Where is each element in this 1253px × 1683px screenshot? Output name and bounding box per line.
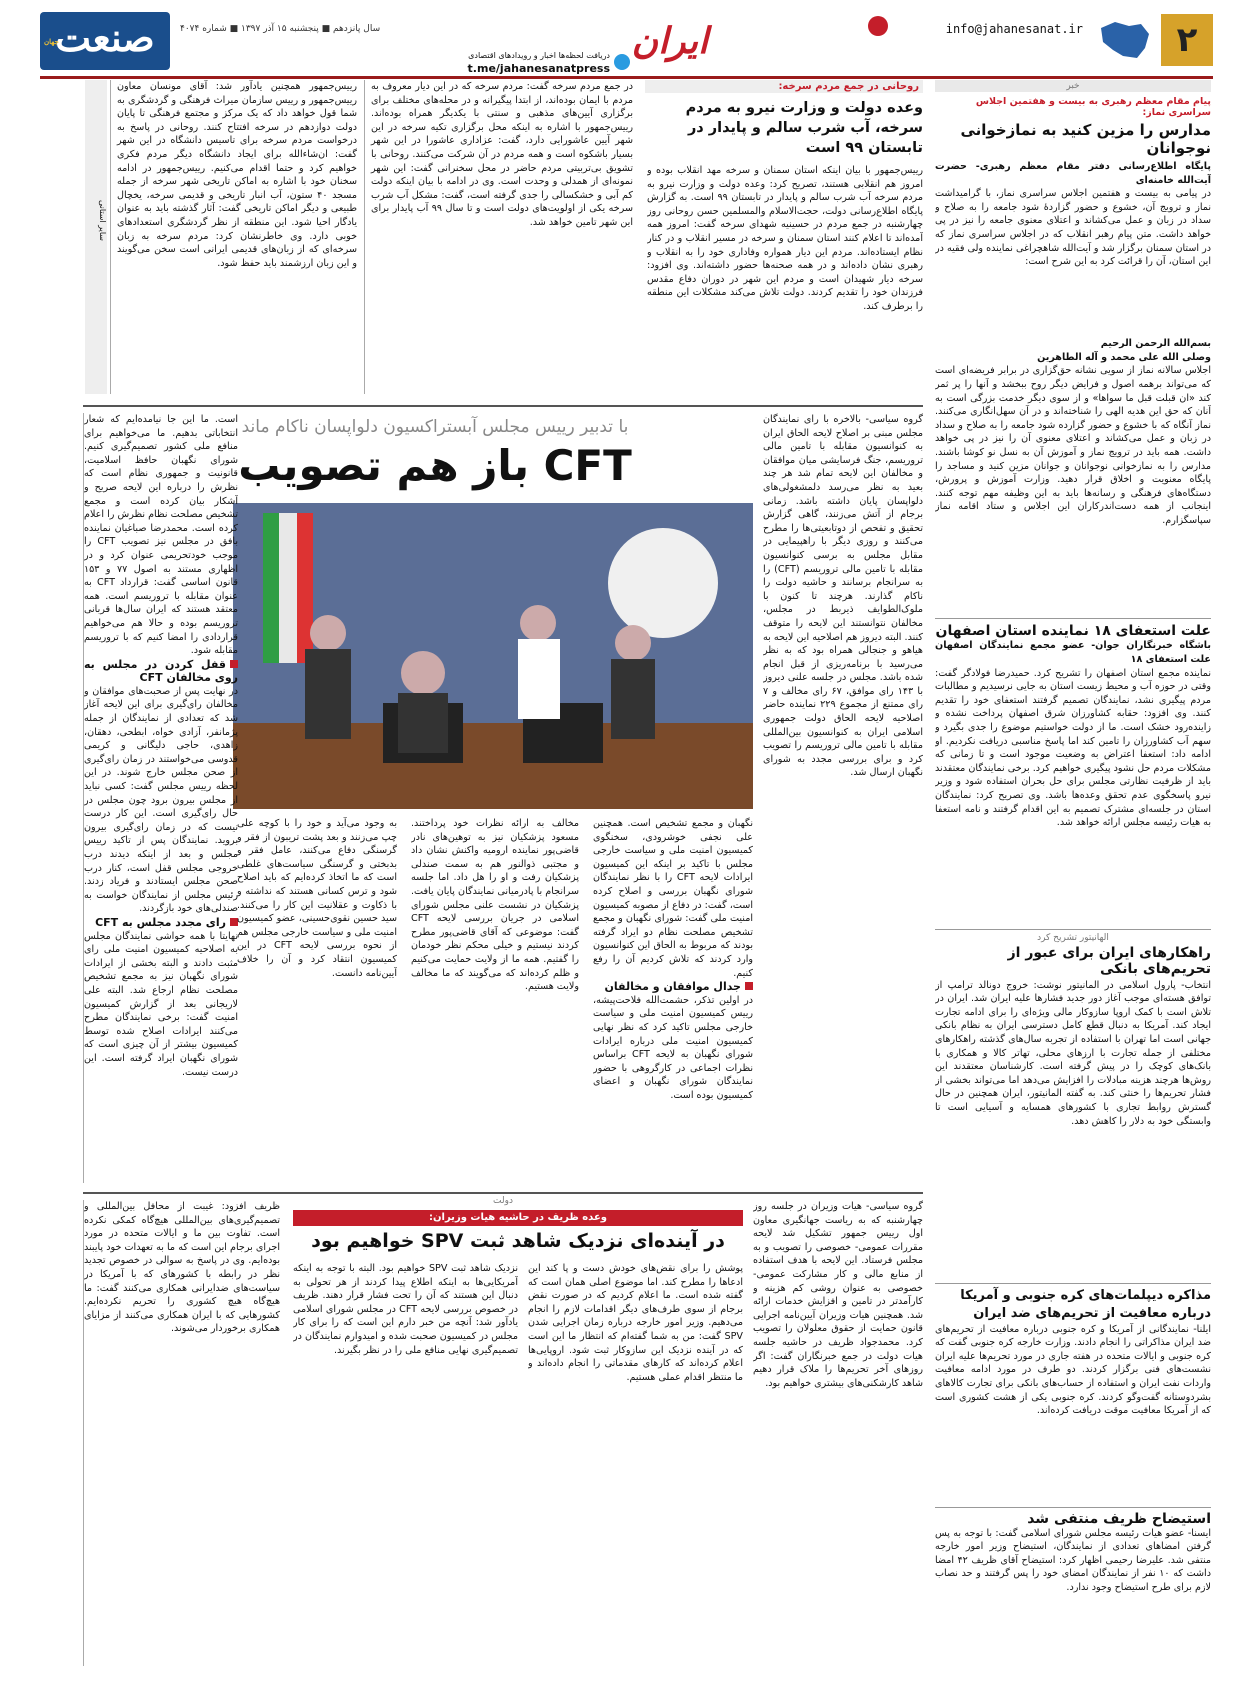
article-title: مذاکره دیپلمات‌های کره جنوبی و آمریکا درباره معافیت از تحریم‌های ضد ایران [960, 1287, 1211, 1321]
bottom-story [83, 1192, 923, 1672]
mail-icon [868, 16, 888, 36]
page-number: ۲ [1161, 14, 1213, 66]
article-lead: باشگاه خبرنگاران جوان- عضو مجمع نمایندگان اصفهان علت استعفای ۱۸ [935, 640, 1211, 665]
article-title: استیضاح ظریف منتفی شد [1027, 1510, 1211, 1527]
telegram-icon [614, 54, 630, 70]
article-column: نزدیک شاهد ثبت SPV خواهیم بود. البته با توجه به اینکه آمریکایی‌ها به اینکه اطلاع پیدا کردند از هر تحولی به دنبال این هستند که آن را تحت فشار قرار دهند. ظریف در خصوص بررسی لایحه CFT در مجلس شورای اسلامی یادآور شد: آنچه من خبر دارم این است که را برای کار مجلس در کمیسیون صحبت شده و امیدوارم نمایندگان در تصمیم‌گیری نهایی منافع ملی را در نظر بگیرند. [293, 1263, 518, 1356]
article-column: مخالف به ارائه نظرات خود پرداختند. مسعود پزشکیان نیز به توهین‌های نادر قاضی‌پور نماینده ارومیه واکنش نشان داد و مجتبی ذوالنور هم به سمت صندلی پزشکیان رفت و او را هل داد. اما جلسه سرانجام با پادرمیانی نمایندگان پایان یافت. پزشکیان در نشست علنی مجلس شورای اسلامی در جریان بررسی لایحه CFT گفت: موضوعی که آقای قاضی‌پور مطرح کردند نیستیم و خیلی محکم نظر خودمان را گفتیم. همه ما از ولایت حمایت می‌کنیم و ظلم کرده‌اند که می‌گویند که ما مخالف ولایت هستیم. [411, 818, 579, 993]
telegram-link[interactable]: t.me/jahanesanatpress [467, 62, 610, 75]
section-title: ایران [631, 20, 708, 62]
article-kicker: پیام مقام معظم رهبری به بیست و هفتمین اجلاس سراسری نماز: [975, 96, 1211, 118]
top-story [83, 80, 923, 398]
right-column [935, 80, 1211, 1670]
bullet-square-icon [230, 660, 238, 668]
telegram-promo[interactable] [400, 48, 630, 78]
article-basmala: بسم‌الله الرحمن الرحیم [1100, 338, 1211, 350]
article-title: در آینده‌ای نزدیک شاهد ثبت SPV خواهیم بود [311, 1230, 725, 1252]
article-title: وعده دولت و وزارت نیرو به مردم سرخه، آب شرب سالم و پایدار در تابستان ۹۹ است [685, 100, 923, 156]
article-body: انتخاب- پارول اسلامی در المانیتور نوشت: خروج دونالد ترامپ از توافق هسته‌ای موجب آغاز دور جدید فشارها علیه ایران شد. ایران در تلاش است با کمک اروپا سازوکار مالی ویژه‌ای را برای ادامه تجارت ایجاد کند. آمریکا به دنبال قطع کامل دسترسی ایران به نظام بانکی جهانی است اما تهران با استفاده از تجربه سال‌های گذشته راهکارهای مختلفی از جمله تجارت با ارزهای محلی، تهاتر کالا و همکاری با بانک‌های کوچک را در پیش گرفته است. کارشناسان معتقدند این روش‌ها هرچند هزینه مبادلات را افزایش می‌دهد اما می‌تواند بخشی از فشار تحریم‌ها را خنثی کند. به گفته المانیتور، ایران همچنین در حال گسترش روابط تجاری با کشورهای همسایه و آسیایی است تا وابستگی خود به دلار را کاهش دهد. [935, 979, 1211, 1127]
news-tag: دولت [493, 1196, 513, 1206]
issue-dateline: سال پانزدهم ■ پنجشنبه ۱۵ آذر ۱۳۹۷ ■ شماره ۴۰۷۴ [180, 24, 381, 34]
article-column: به وجود می‌آید و خود را با کوچه علی چپ می‌زنند و بعد پشت تریبون از فقر و گرسنگی دفاع می‌کنند، عامل فقر و بدبختی و گرسنگی سیاست‌های غلطی است که ما اتخاذ کرده‌ایم که باید اصلاح شود و ترس کسانی هستند که نداشته و با ذکاوت و عقلانیت این کار را می‌کنند. سید حسین نقوی‌حسینی، عضو کمیسیون امنیت ملی و سیاست خارجی مجلس هم از نحوه بررسی لایحه CFT در این کمیسیون انتقاد کرد و آن را خلاف آیین‌نامه دانست. [237, 818, 397, 979]
article-text: در نهایت پس از صحبت‌های موافقان و مخالفان رای‌گیری برای این لایحه آغاز شد که تعدادی از نمایندگان از جمله پژمانفر، آزادی خواه، ابطحی، دهقان، زاهدی، حاجی دلیگانی و کریمی قدوسی می‌خواستند در زمان رای‌گیری از صحن مجلس خارج شوند. در این لحظه رییس مجلس گفت: کسی نباید از مجلس بیرون برود چون مجلس در حال رای‌گیری است. این کار درست نیست که در زمان رای‌گیری بیرون بروید. نمایندگان پس از تاکید رییس مجلس و بعد از اینکه دیدند درب خروجی مجلس قفل است، کنار درب صحن مجلس ایستادند و فریاد زدند. رئیس مجلس از نمایندگان خواست به صندلی‌های خود بازگردند. [84, 685, 238, 915]
photo-illustration [233, 503, 753, 809]
side-label-text: سایر استانی [98, 200, 107, 241]
subheading: رای مجدد مجلس به CFT [95, 915, 226, 929]
logo-text: صنعت [55, 15, 155, 60]
article-body: ایسنا- عضو هیات رئیسه مجلس شورای اسلامی گفت: با توجه به پس گرفتن امضاهای تعدادی از نمایندگان، استیضاح وزیر امور خارجه منتفی شد. علیرضا رحیمی اظهار کرد: استیضاح آقای ظریف ۴۲ امضا داشت که ۱۰ نفر از نمایندگان امضای خود را پس گرفتند و حد نصاب لازم برای طرح استیضاح وجود ندارد. [935, 1527, 1211, 1593]
article-title: علت استعفای ۱۸ نماینده استان اصفهان [935, 623, 1211, 640]
parliament-photo [233, 503, 753, 809]
article-salawat: وصلی الله علی محمد و آله الطاهرین [1037, 351, 1211, 363]
article-column: گروه سیاسی- بالاخره با رای نمایندگان مجلس مبنی بر اصلاح لایحه الحاق ایران به کنوانسیون مقابله با تامین مالی تروریسم، جنگ فرسایشی میان موافقان و مخالفان این لایحه تمام شد هر چند بعید به نظر می‌رسد دلمشغولی‌های دلواپسان پایان داشته باشد. زمانی برجام از آتش می‌زنند، گاهی گزارش تحقیق و تفحص از دوتابعیتی‌ها را مطرح می‌کنند و روزی دیگر با راهپیمایی در مقابل مجلس به برسی کنوانسیون مقابله با تامین مالی تروریسم (CFT) را به سرانجام برسانند و حاشیه دولت را ناکام گذارند. هرچند تا کنون با ملوک‌الطوایف ذیربط در مجلس، مخالفان نتوانستند این لایحه را متوقف کنند. البته دیروز هم اصلاحیه این لایحه به هیاهو و جنجالی همراه بود که به نظر می‌رسید با برنامه‌ریزی از قبل انجام شده باشد. مجلس در جلسه علنی دیروز با ۱۴۳ رای موافق، ۶۷ رای مخالف و ۷ رای ممتنع از مجموع ۲۲۹ نماینده حاضر اصلاحیه لایحه الحاق دولت جمهوری اسلامی ایران به کنوانسیون بین‌المللی مقابله با تامین مالی تروریسم را تصویب کرد و برای بررسی مجدد به شورای نگهبان ارسال شد. [763, 414, 923, 779]
article-column: رییس‌جمهور با بیان اینکه استان سمنان و سرخه مهد انقلاب بوده و امروز هم انقلابی هستند، تصریح کرد: وعده دولت و وزارت نیرو به مردم سرخه آب شرب سالم و پایدار در تابستان ۹۹ است. به گزارش پایگاه اطلاع‌رسانی دولت، حجت‌الاسلام والمسلمین حسن روحانی روز چهارشنبه در جمع مردم در حسینیه شهدای سرخه گفت: امروز همه آمده‌اند تا اعلام کنند استان سمنان و سرخه در مسیر انقلاب و در کنار نظام ایستاده‌اند. مردم این دیار همواره وفاداری خود را به انقلاب و رهبری نشان داده‌اند و در همه صحنه‌ها حضور داشته‌اند. وی افزود: سرخه دیار شهیدان است و مردم این شهر در دوران دفاع مقدس فرزندان خود را تقدیم کردند. دولت تلاش می‌کند مشکلات این منطقه را برطرف کند. [647, 165, 923, 312]
bullet-square-icon [745, 982, 753, 990]
cft-left-col [83, 413, 238, 1183]
contact-email[interactable]: info@jahanesanat.ir [945, 22, 1083, 36]
article-column: پوشش را برای نقض‌های خودش دست و پا کند این ادعاها را مطرح کند. اما موضوع اصلی همان است که گفته شده است. ما اعلام کردیم که در صورت نقض برجام از سوی طرف‌های دیگر اقدامات لازم را انجام می‌دهیم. وزیر امور خارجه درباره زمان اجرایی شدن SPV گفت: من به شما گفته‌ام که انتظار ما این است که در آینده نزدیک این سازوکار ثبت شود. اروپایی‌ها اعلام کرده‌اند که کارهای مقدماتی را انجام داده‌اند و ما منتظر اقدام عملی هستیم. [528, 1263, 743, 1383]
article-body: در پیامی به بیست و هفتمین اجلاس سراسری نماز، با گرامیداشت نماز و ترویج آن، خشوع و حضور گزاردهٔ شود جامعه را به صلاح و سداد در زبان و عمل می‌کشاند و اعتلای معنوی جامعه را نیز در پی خواهد داشت. متن پیام رهبر انقلاب که در اجلاس سراسری نماز که در استان سمنان برگزار شد و آیت‌الله شاهچراغی نماینده ولی فقیه در این استان، آن را قرائت کرد به این شرح است: [935, 188, 1211, 268]
logo-subtext: جهان [44, 37, 59, 46]
telegram-text: دریافت لحظه‌ها اخبار و رویدادهای اقتصادی [468, 51, 610, 60]
subheading: جدال موافقان و مخالفان [604, 980, 741, 994]
side-label [85, 80, 107, 394]
article-column: رییس‌جمهور همچنین یادآور شد: آقای مونسان معاون رییس‌جمهور و رییس سازمان میراث فرهنگی و گردشگری به شما قول خواهد داد که یک مرکز و مجتمع فرهنگی تا پایان دولت دوازدهم در سرخه افتتاح کنند. روحانی در پاسخ به درخواست مردم سرخه برای تاسیس دانشگاه در این شهر گفت: ان‌شاءالله برای ایجاد دانشگاه دیگر مردم فکری خواهیم کرد و حتما اقدام می‌کنیم. رییس‌جمهور در ادامه سخنان خود با اشاره به اماکن تاریخی شهر سرخه از جمله مسجد ۴۰ ستون، آب انبار تاریخی و قدیمی سرخه، یخچال طبیعی و دیگر اماکن تاریخی گفت: آثار گذشته باید به عنوان یادگار احیا شود. این منطقه از نظر گردشگری استعدادهای خوبی دارد. وی خاطرنشان کرد: مردم سرخه به زبان سرخه‌ای که از زبان‌های قدیمی ایرانی است سخن می‌گویند و این زبان ارزشمند باید حفظ شود. [110, 80, 357, 394]
news-tag: الهانیتور تشریح کرد [1037, 932, 1109, 943]
article-lead: پایگاه اطلاع‌رسانی دفتر مقام معظم رهبری- حضرت آیت‌الله خامنه‌ای [935, 161, 1211, 186]
news-tag: خبر [935, 80, 1211, 92]
article-title: راهکارهای ایران برای عبور از تحریم‌های بانکی [1007, 944, 1211, 977]
cft-col-a [593, 817, 753, 1183]
article-body: ایلنا- نمایندگانی از آمریکا و کره جنوبی درباره معافیت از تحریم‌های ضد ایران مذاکراتی را انجام دادند. وزارت خارجه کره جنوبی گفت که کره جنوبی و ایالات متحده در هفته جاری در مورد تحریم‌ها علیه ایران نشست‌های فنی برگزار کردند. دو طرف در مورد ادامه معافیت واردات نفت ایران و استفاده از حساب‌های بانکی برای تجارت کالاهای بشردوستانه گفت‌وگو کردند. کره جنوبی یکی از هشت کشوری است که از آمریکا معافیت موقت دریافت کرده‌اند. [935, 1323, 1211, 1417]
iran-map-icon [1095, 18, 1153, 62]
article-body: اجلاس سالانه نماز از سویی نشانه حق‌گزاری در برابر فریضه‌ای است که می‌تواند برهمه اصول و فرایض دیگر روح ببخشد و آنها را پر ثمر کند «ان قبلت قبل ما سواها» و از سوی دیگر خدمت بزرگی است به آنان که حق این هدیه الهی را شناخته‌اند و در آن سهل‌انگاری می‌کنند. نماز آنگاه که با خشوع و حضور گزارده شود جامعه را به صلاح و سداد در زبان و عمل می‌کشاند و اعتلای معنوی آن را نیز در پی خواهد داشت. همه باید در ترویج نماز و آموزش آن به نسل نو کوشا باشند. مدارس را به نمازخوانی نوجوانان و جوانان مزین کنید و مساجد را پایگاه معنویت و اخلاق قرار دهید. وزارت آموزش و پرورش، دستگاه‌های فرهنگی و رسانه‌ها باید به این وظیفه مهم توجه کنند. اینجانب از همه دست‌اندرکاران این اجلاس و ستاد اقامه نماز سپاسگزارم. [935, 365, 1211, 526]
article-title: CFT باز هم تصویب [238, 441, 632, 490]
article-column: در جمع مردم سرخه گفت: مردم سرخه که در این دیار معروف به مردم با ایمان بوده‌اند، از ابتدا پیگیرانه و در محله‌های مختلف برای برگزاری آیین‌های مذهبی و سنتی با یکدیگر همراه بوده‌اند. رییس‌جمهور با اشاره به اینکه محل برگزاری تکیه سرخه در این شهر آیین عاشورایی دارد، گفت: عزاداری عاشورا در این شهر بسیار باشکوه است و همه مردم در آن شرکت می‌کنند. روحانی با تشویق بی‌تربیتی مردم حاضر در محل سخنرانی گفت: این شهر نمونه‌ای از همدلی و وحدت است. وی در ادامه با بیان اینکه دولت کم آبی و خشکسالی را جدی گرفته است، گفت: مشکل آب شرب سرخه یکی از اولویت‌های دولت است و تا سال ۹۹ آب پایدار برای این شهر تامین خواهد شد. [364, 80, 633, 394]
article-column: ظریف افزود: غیبت از محافل بین‌المللی و تصمیم‌گیری‌های بین‌المللی هیچ‌گاه کمکی نکرده است. تفاوت بین ما و ایالات متحده در مورد اجرای برجام این است که ما به تعهدات خود پایبند بوده‌ایم. وی در پاسخ به سوالی در خصوص تجدید نظر در رابطه با کشورهای که با آمریکا در سیاست‌های ضدایرانی همکاری می‌کنند گفت: ما هیچ‌گاه هیچ کشوری را تحریم نکرده‌ایم. کشورهایی که با ایران همکاری می‌کنند از مزایای همکاری برخوردار می‌شوند. [83, 1200, 280, 1666]
article-column: گروه سیاسی- هیات وزیران در جلسه روز چهارشنبه که به ریاست جهانگیری معاون اول رییس جمهور تشکیل شد لایحه مقررات عمومی- خصوصی را تصویب و به مجلس فرستاد. این لایحه با هدف استفاده از منابع مالی و کار مشارکت عمومی- خصوصی به عنوان روشی کم هزینه و کارآمدتر در تامین و افزایش خدمات ارائه شد. همچنین هیات وزیران آیین‌نامه اجرایی قانون حمایت از حقوق معلولان را تصویب کرد. محمدجواد ظریف در حاشیه جلسه هیات دولت در جمع خبرنگاران گفت: اگر روزهای آخر تحریم‌ها را ملاک قرار دهیم شاهد کارشکنی‌های بیشتری خواهیم بود. [753, 1201, 923, 1389]
article-body: نماینده مجمع استان اصفهان را تشریح کرد. حمیدرضا فولادگر گفت: وقتی در حوزه آب و محیط زیست استان به جایی نرسیدیم و مطالبات مردم پیگیری نشد، نمایندگان تصمیم گرفتند استعفای خود را تقدیم کنند. وی افزود: حقابه کشاورزان شرق اصفهان پرداخت نشده و زاینده‌رود خشک است. ما از دولت خواستیم موضوع را جدی بگیرد و سهم آب کشاورزان را تامین کند اما پاسخ مناسبی دریافت نکردیم. او ادامه داد: استعفا اعتراض به وضعیت موجود است و تا زمانی که مشکلات مردم حل نشود پیگیری خواهیم کرد. برخی نمایندگان معتقدند باید از ظرفیت نظارتی مجلس برای حل بحران استفاده شود و وزیر نیرو پاسخگوی عدم تحقق وعده‌ها باشد. وی تصریح کرد: نمایندگان استان در جلسه‌ای مشترک تصمیم به این اقدام گرفتند و نامه استعفا به هیات رئیسه مجلس ارائه خواهد شد. [935, 667, 1211, 829]
article-title: مدارس را مزین کنید به نمازخوانی نوجوانان [960, 121, 1211, 157]
article-text: است. ما این جا نیامده‌ایم که شعار انتخاباتی بدهیم. ما می‌خواهیم برای منافع ملی کشور تصمیم‌گیری کنیم. شورای نگهبان حافظ اسلامیت، قانونیت و جمهوری نظام است که نظرش را درباره این لایحه صریح و آشکار بیان کرده است و مجمع تشخیص مصلحت نظام نظرش را اعلام کرده است. محمدرضا صباغیان نماینده بافق در مجلس نیز تصویب CFT را موجب خودتحریمی عنوان کرد و در اظهاری مستند به اصول ۷۷ و ۱۵۳ قانون اساسی گفت: قرارداد CFT به عنوان مقابله با تروریسم است. همه معتقد هستند که ایران سال‌ها قربانی تروریسم بوده و حالا هم می‌خواهیم قراردادی را امضا کنیم که با تروریسم مقابله شود. [84, 414, 238, 657]
article-text: نهایتا با همه حواشی نمایندگان مجلس به اصلاحیه کمیسیون امنیت ملی رای مثبت دادند و البته بخشی از ایرادات شورای نگهبان نیز به مجمع تشخیص مصلحت نظام ارجاع شد. البته علی لاریجانی بعد از گزارش کمیسیون امنیت گفت: برخی نمایندگان مطرح می‌کنند ایرادات اصلاح شده توسط کمیسیون بیشتر از آن چیزی است که شورای نگهبان ایراد گرفته است. این درست نیست. [84, 930, 238, 1078]
subheading: قفل کردن در مجلس به روی مخالفان CFT [84, 657, 238, 685]
page-header [40, 10, 1213, 79]
cft-story [83, 405, 923, 1189]
article-text: در اولین تذکر، حشمت‌الله فلاحت‌پیشه، رییس کمیسیون امنیت ملی و سیاست خارجی مجلس تاکید کرد که نظر نهایی کمیسیون امنیت ملی درباره ایرادات شورای نگهبان به لایحه CFT براساس نظرات اجماعی در کارگروهی با حضور نمایندگان شورای نگهبان و اعضای کمیسیون بوده است. [593, 994, 753, 1101]
article-text: نگهبان و مجمع تشخیص است. همچنین علی نجفی خوشرودی، سخنگوی کمیسیون امنیت ملی و سیاست خارجی مجلس با تاکید بر اینکه این کمیسیون ایرادات لایحه CFT را با نظر نمایندگان شورای نگهبان بررسی و اصلاح کرده است، گفت: در دفاع از مصوبه کمیسیون امنیت ملی گفت: شورای نگهبان و مجمع تشخیص مصلحت نظام دو ایراد گرفته بودند که مربوط به الحاق این کنوانسیون وارد کردند که تلاش کردیم آن را رفع کنیم. [593, 818, 753, 979]
newspaper-logo [40, 12, 170, 70]
article-kicker: وعده ظریف در حاشیه هیات وزیران: [293, 1210, 743, 1226]
article-kicker: با تدبیر رییس مجلس آبستراکسیون دلواپسان ناکام ماند [241, 417, 629, 437]
article-kicker: روحانی در جمع مردم سرخه: [645, 80, 923, 93]
